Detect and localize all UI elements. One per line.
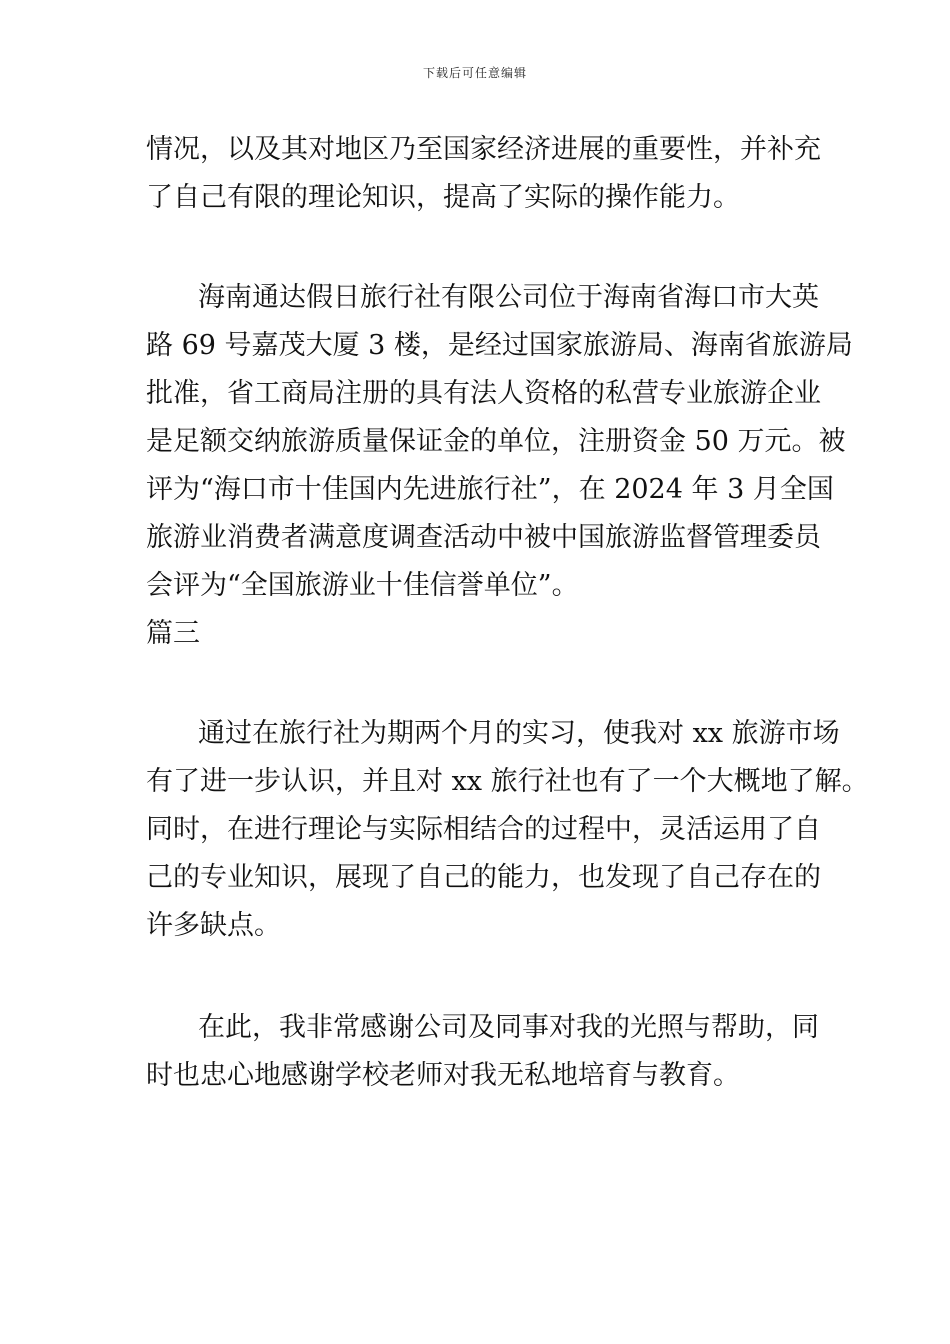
paragraph-1-line-2: 了自己有限的理论知识，提高了实际的操作能力。 (146, 182, 740, 213)
paragraph-4-line-2: 时也忠心地感谢学校老师对我无私地培育与教育。 (146, 1060, 740, 1091)
paragraph-2-line-6: 旅游业消费者满意度调查活动中被中国旅游监督管理委员 (146, 522, 821, 553)
paragraph-3-line-3: 同时，在进行理论与实际相结合的过程中，灵活运用了自 (146, 814, 821, 845)
page-header: 下载后可任意编辑 (422, 66, 527, 80)
paragraph-2-line-5: 评为“海口市十佳国内先进旅行社”，在 2024 年 3 月全国 (146, 474, 834, 505)
paragraph-3-line-1: 通过在旅行社为期两个月的实习，使我对 xx 旅游市场 (198, 718, 840, 749)
paragraph-1-line-1: 情况，以及其对地区乃至国家经济进展的重要性，并补充 (146, 134, 821, 165)
paragraph-2-line-4: 是足额交纳旅游质量保证金的单位，注册资金 50 万元。被 (146, 426, 846, 457)
paragraph-2-line-1: 海南通达假日旅行社有限公司位于海南省海口市大英 (198, 282, 819, 313)
paragraph-3-line-4: 己的专业知识，展现了自己的能力，也发现了自己存在的 (146, 862, 821, 893)
paragraph-4-line-1: 在此，我非常感谢公司及同事对我的光照与帮助，同 (198, 1012, 819, 1043)
paragraph-2-line-3: 批准，省工商局注册的具有法人资格的私营专业旅游企业 (146, 378, 821, 409)
paragraph-3-line-2: 有了进一步认识，并且对 xx 旅行社也有了一个大概地了解。 (146, 766, 869, 797)
paragraph-2-line-2: 路 69 号嘉茂大厦 3 楼，是经过国家旅游局、海南省旅游局 (146, 330, 853, 361)
paragraph-2-line-7: 会评为“全国旅游业十佳信誉单位”。 (146, 570, 579, 601)
paragraph-3-line-5: 许多缺点。 (146, 910, 281, 941)
section-title: 篇三 (146, 618, 200, 649)
